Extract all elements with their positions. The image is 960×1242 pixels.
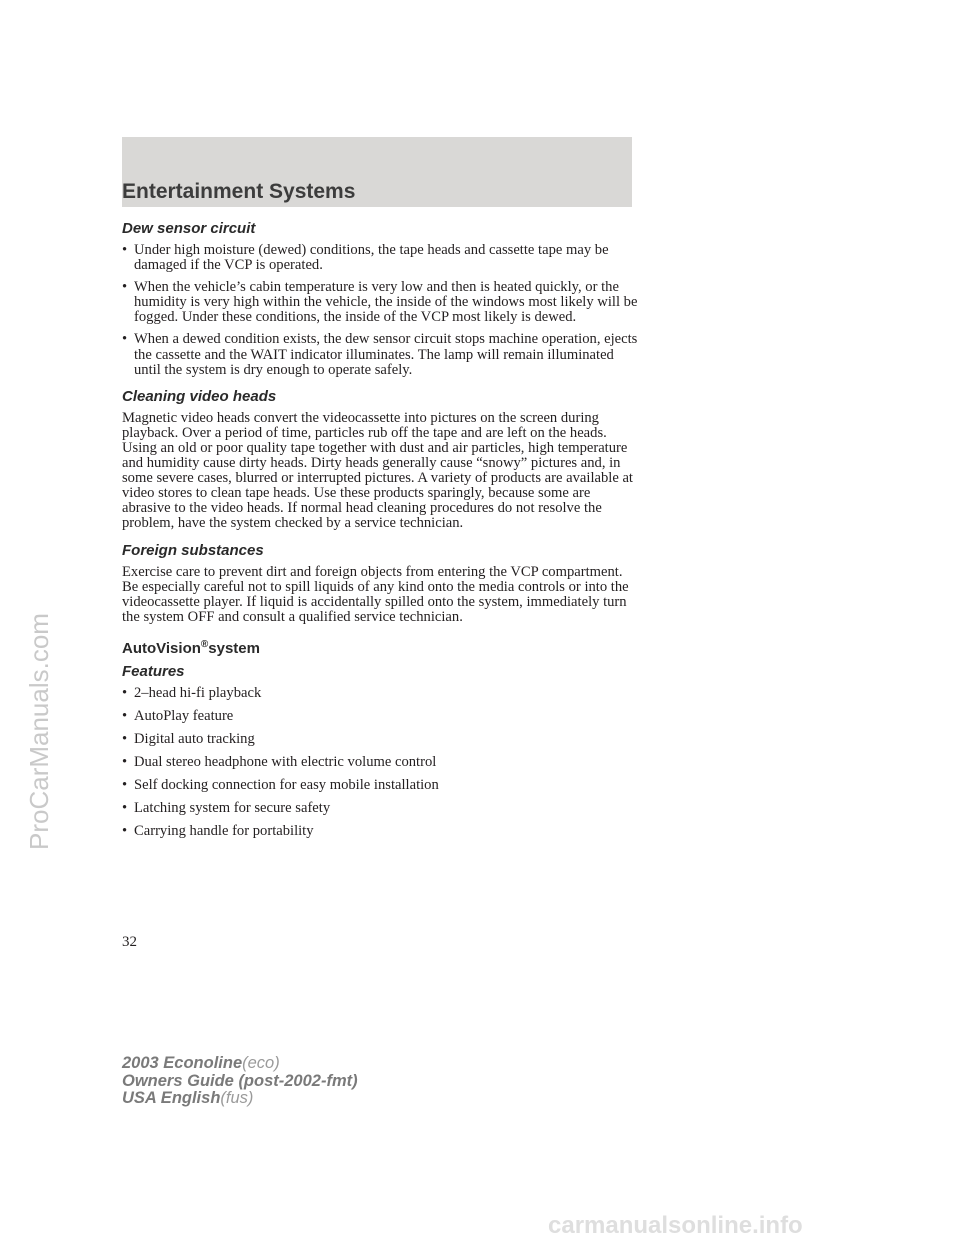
side-watermark: ProCarManuals.com (24, 613, 54, 850)
dew-sensor-heading: Dew sensor circuit (122, 220, 256, 237)
footer-line-language: USA English(fus) (122, 1089, 254, 1107)
document-footer (122, 1055, 358, 1108)
list-item: • Carrying handle for portability (122, 823, 314, 840)
autovision-heading: AutoVision®system (122, 638, 260, 657)
list-item: • Digital auto tracking (122, 731, 255, 748)
footer-line-model: 2003 Econoline(eco) (122, 1054, 280, 1072)
features-heading: Features (122, 662, 185, 680)
bullet-icon: • (122, 707, 128, 724)
bullet-icon: • (122, 754, 128, 771)
dew-sensor-list (122, 243, 642, 378)
footer-line-guide: Owners Guide (post-2002-fmt) (122, 1071, 358, 1090)
bullet-icon: • (122, 242, 128, 258)
bullet-icon: • (122, 823, 128, 840)
list-item: • Latching system for secure safety (122, 800, 331, 817)
bullet-icon: • (122, 684, 128, 701)
list-item: • Self docking connection for easy mobile installation (122, 777, 439, 794)
bottom-watermark: carmanualsonline.info (548, 1212, 803, 1239)
page-section-title: Entertainment Systems (122, 180, 356, 203)
foreign-paragraph: Exercise care to prevent dirt and foreign objects from entering the VCP compartment. Be especially careful not to spill liquids of any kind onto the media controls or into the videocassette player. If liquid is accidentally spilled onto the system, immediately turn the system OFF and consult a qualified service technician. (122, 563, 629, 625)
list-item: • Under high moisture (dewed) conditions, the tape heads and cassette tape may be damaged if the VCP is operated. (122, 242, 609, 274)
page-content (122, 220, 642, 848)
bullet-icon: • (122, 777, 128, 794)
foreign-heading: Foreign substances (122, 541, 264, 559)
list-item: • When the vehicle’s cabin temperature is very low and then is heated quickly, or the humidity is very high within the vehicle, the inside of the windows most likely will be fogged. Under these conditions, the inside of the VCP most likely is dewed. (122, 279, 638, 326)
cleaning-paragraph: Magnetic video heads convert the videocassette into pictures on the screen during playback. Over a period of time, particles rub off the tape and are left on the heads. Using an old or poor quality tape together with dust and air particles, high temperature and humidity cause dirty heads. Dirty heads generally cause “snowy” pictures and, in some severe cases, blurred or interrupted pictures. A variety of products are available at video stores to clean tape heads. Use these products sparingly, because some are abrasive to the video heads. If normal head cleaning procedures do not resolve the problem, have the system checked by a service technician. (122, 409, 633, 532)
bullet-icon: • (122, 331, 128, 348)
list-item: • AutoPlay feature (122, 707, 234, 724)
list-item: • Dual stereo headphone with electric volume control (122, 754, 437, 771)
bullet-icon: • (122, 731, 128, 748)
list-item: • 2–head hi-fi playback (122, 684, 262, 701)
list-item: • When a dewed condition exists, the dew sensor circuit stops machine operation, ejects the cassette and the WAIT indicator illuminates. The lamp will remain illuminated until the system is dry enough to operate safely. (122, 331, 638, 378)
bullet-icon: • (122, 800, 128, 817)
bullet-icon: • (122, 279, 128, 296)
features-list (122, 686, 642, 840)
registered-mark: ® (200, 638, 209, 650)
page-number: 32 (122, 934, 137, 950)
cleaning-heading: Cleaning video heads (122, 387, 277, 405)
